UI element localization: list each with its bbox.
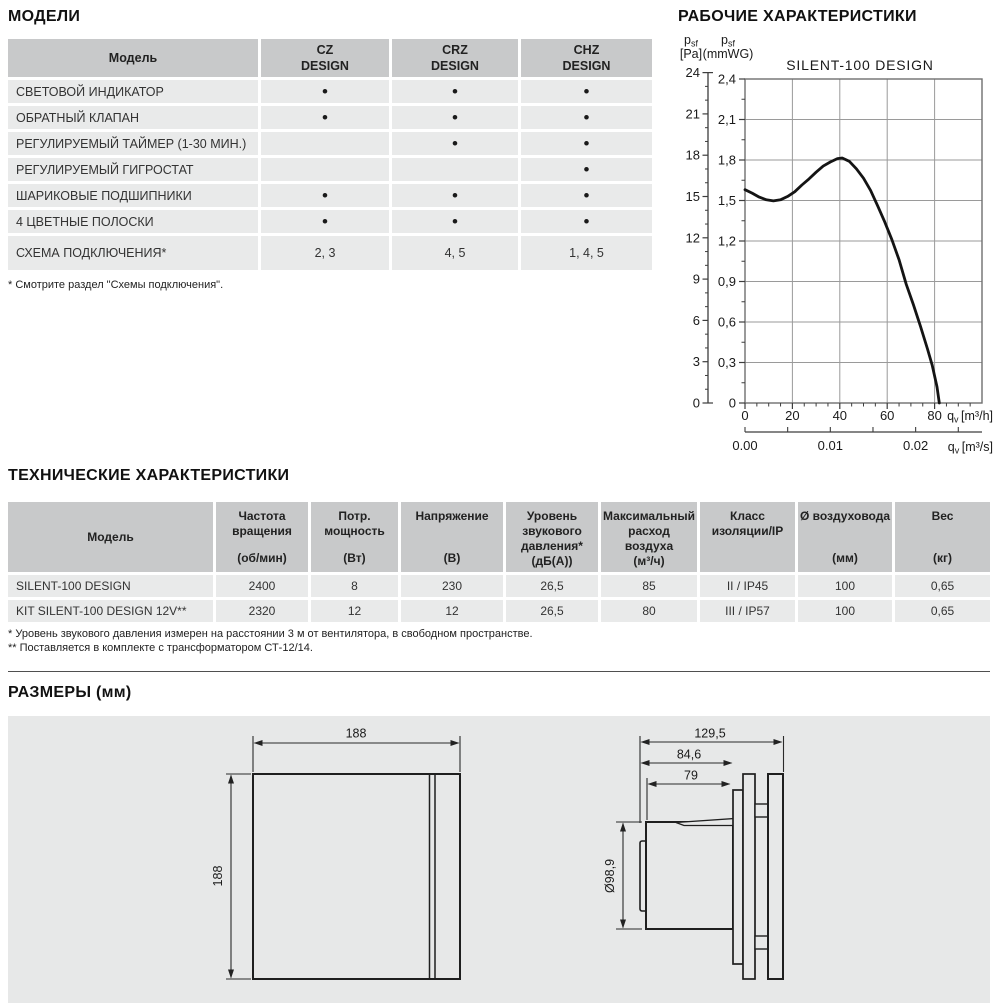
models-cell [392,158,518,181]
models-cell: • [521,106,652,129]
chart-y-tick-label: 0,9 [717,274,736,289]
tech-cell: 26,5 [506,575,598,597]
tech-col-name: Частота вращения [232,509,292,538]
models-cell: • [392,132,518,155]
tspan-el: p [684,33,691,47]
side-view-panel-frame [743,774,755,979]
models-footnote: * Смотрите раздел "Схемы подключения". [8,279,224,291]
chart-pa-tick-label: 0 [692,395,700,411]
chart-pa-tick-label: 15 [685,189,700,205]
tech-cell: 2400 [216,575,308,597]
models-col-header-crz-line1: CRZ [442,42,468,57]
models-section-title: МОДЕЛИ [8,8,81,25]
tech-cell: 26,5 [506,600,598,622]
tech-col-name: Класс изоляции/IP [711,509,784,538]
models-row-label: СВЕТОВОЙ ИНДИКАТОР [8,80,258,103]
tech-col-unit: (мм) [832,551,858,565]
dim-label-front-height: 188 [211,865,225,887]
dim-label-wall-depth: 84,6 [676,747,702,762]
models-col-header-chz [521,39,652,77]
chart-y-tick-label: 1,5 [717,193,736,208]
chart-pa-tick-label: 12 [685,230,700,246]
tech-table [8,502,990,622]
chart-y-tick-label: 1,2 [717,233,736,249]
tspan-el: p [721,33,728,47]
chart-x-tick-label: 60 [879,408,895,423]
chart-pa-tick-label: 24 [685,65,700,81]
tech-col-unit: (В) [443,551,461,565]
chart-pa-tick-label: 3 [692,354,700,370]
tech-col-header-voltage [401,502,503,572]
tech-col-name: Максимальный расход воздуха [603,509,695,553]
chart-x2-axis-unit-label [948,440,993,455]
tech-col-name: Модель [87,530,134,544]
models-cell: • [261,106,389,129]
models-col-header-cz-line1: CZ [316,42,334,57]
tech-cell: 8 [311,575,398,597]
tspan-el: sf [727,38,735,49]
tspan-el: [m³/s] [959,440,993,454]
performance-chart [670,30,1000,455]
chart-x-tick-label: 0 [741,408,749,423]
tech-col-header-model [8,502,213,572]
models-col-header-model: Модель [8,39,258,77]
chart-pa-tick-label: 6 [692,312,700,328]
chart-y-tick-label: 0 [728,395,736,411]
chart-x-tick-label: 80 [927,408,942,423]
tech-col-name: Напряжение [415,509,489,523]
tech-row-model: SILENT-100 DESIGN [8,575,213,597]
dimensions-drawing [8,716,990,1003]
tech-col-header-rpm [216,502,308,572]
tech-cell: 0,65 [895,600,990,622]
models-cell: • [261,210,389,233]
models-col-header-crz-line2: DESIGN [431,59,479,73]
tech-cell: 80 [601,600,697,622]
tech-col-unit: (кг) [933,551,952,565]
dimensions-panel-background [8,716,990,1003]
models-cell: • [392,184,518,207]
models-row-label: РЕГУЛИРУЕМЫЙ ТАЙМЕР (1-30 МИН.) [8,132,258,155]
tech-col-unit: (об/мин) [237,551,287,565]
models-cell: 2, 3 [261,236,389,270]
chart-x2-tick-label: 0.02 [902,438,929,453]
models-row-label: ОБРАТНЫЙ КЛАПАН [8,106,258,129]
tech-cell: 12 [311,600,398,622]
tech-row-model: KIT SILENT-100 DESIGN 12V** [8,600,213,622]
models-cell: • [521,158,652,181]
chart-x-tick-label: 20 [785,408,800,423]
models-cell: • [521,80,652,103]
models-col-header-crz [392,39,518,77]
side-view-backplate [733,790,743,964]
tech-col-name: Уровень звукового давления* [521,509,583,553]
models-cell: • [392,106,518,129]
chart-y-tick-label: 2,1 [717,112,736,127]
tech-col-unit: (Вт) [343,551,366,565]
tech-cell: 100 [798,600,892,622]
tspan-el: q [947,440,955,454]
side-view-bottom-tab [755,936,768,949]
models-cell: • [392,210,518,233]
tech-col-header-power [311,502,398,572]
tech-col-name: Вес [931,509,954,523]
dim-label-total-depth: 129,5 [694,726,726,741]
tech-footnote-2: ** Поставляется в комплекте с трансформатором СТ-12/14. [8,641,313,654]
chart-y-tick-label: 2,4 [717,71,736,87]
models-cell: • [261,80,389,103]
section-divider [8,671,990,672]
tspan-el: [m³/h] [958,409,993,423]
chart-pa-tick-label: 18 [685,147,700,163]
models-cell: • [392,80,518,103]
tech-col-header-ip [700,502,795,572]
chart-x-axis-unit-label [947,409,993,425]
chart-x2-tick-label: 0.00 [732,438,758,453]
tech-col-header-sound [506,502,598,572]
dimensions-section-title: РАЗМЕРЫ (мм) [8,684,132,701]
models-row-label: РЕГУЛИРУЕМЫЙ ГИГРОСТАТ [8,158,258,181]
models-cell: • [521,210,652,233]
tech-section-title: ТЕХНИЧЕСКИЕ ХАРАКТЕРИСТИКИ [8,467,290,484]
dim-label-front-width: 188 [345,726,367,741]
chart-pa-axis-unit: [Pa] [679,47,703,61]
dim-label-duct-diameter: Ø98,9 [603,858,617,894]
chart-pa-tick-label: 21 [685,106,700,122]
tspan-el: sf [690,38,698,49]
models-col-header-chz-line1: CHZ [573,42,600,57]
side-view-duct-body [646,822,733,929]
models-row-label: ШАРИКОВЫЕ ПОДШИПНИКИ [8,184,258,207]
chart-y-tick-label: 0,6 [717,314,736,330]
tech-cell: 0,65 [895,575,990,597]
tech-col-unit: (м³/ч) [633,554,665,568]
tech-cell: III / IP57 [700,600,795,622]
models-col-header-chz-line2: DESIGN [562,59,611,73]
tech-footnotes [8,628,968,656]
models-cell: 1, 4, 5 [521,236,652,270]
chart-mmwg-axis-unit: (mmWG) [702,47,754,61]
models-row-label: 4 ЦВЕТНЫЕ ПОЛОСКИ [8,210,258,233]
chart-y-tick-label: 1,8 [717,152,736,168]
tech-cell: 85 [601,575,697,597]
models-cell: • [521,184,652,207]
performance-curve [745,158,939,403]
tspan-el: v [954,445,960,455]
tspan-el: v [954,414,959,425]
models-cell: • [261,184,389,207]
tech-footnote-1: * Уровень звукового давления измерен на расстоянии 3 м от вентилятора, в свободном пространстве. [8,628,533,640]
tech-cell: 12 [401,600,503,622]
chart-x2-tick-label: 0.01 [817,438,843,453]
models-col-header-cz [261,39,389,77]
chart-pa-tick-label: 9 [692,271,700,287]
models-cell [261,132,389,155]
models-row-label: СХЕМА ПОДКЛЮЧЕНИЯ* [8,236,258,270]
performance-section-title: РАБОЧИЕ ХАРАКТЕРИСТИКИ [678,8,917,25]
tspan-el: q [947,409,955,423]
chart-x-tick-label: 40 [832,408,848,423]
tech-cell: 2320 [216,600,308,622]
models-cell: • [521,132,652,155]
tech-cell: II / IP45 [700,575,795,597]
side-view-top-tab [755,804,768,817]
tech-col-header-airflow [601,502,697,572]
models-col-header-cz-line2: DESIGN [301,59,349,73]
dim-label-duct-length: 79 [684,768,698,783]
tech-col-unit: (дБ(А)) [531,554,573,568]
tech-col-header-duct [798,502,892,572]
side-view-front-panel [768,774,783,979]
models-cell [261,158,389,181]
tech-col-name: Ø воздуховода [800,509,890,523]
tech-col-header-weight [895,502,990,572]
tech-cell: 230 [401,575,503,597]
models-table [8,39,652,270]
models-cell: 4, 5 [392,236,518,270]
chart-y-tick-label: 0,3 [717,355,736,370]
tech-col-name: Потр. мощность [324,509,385,538]
chart-title: SILENT-100 DESIGN [786,57,934,73]
tech-cell: 100 [798,575,892,597]
